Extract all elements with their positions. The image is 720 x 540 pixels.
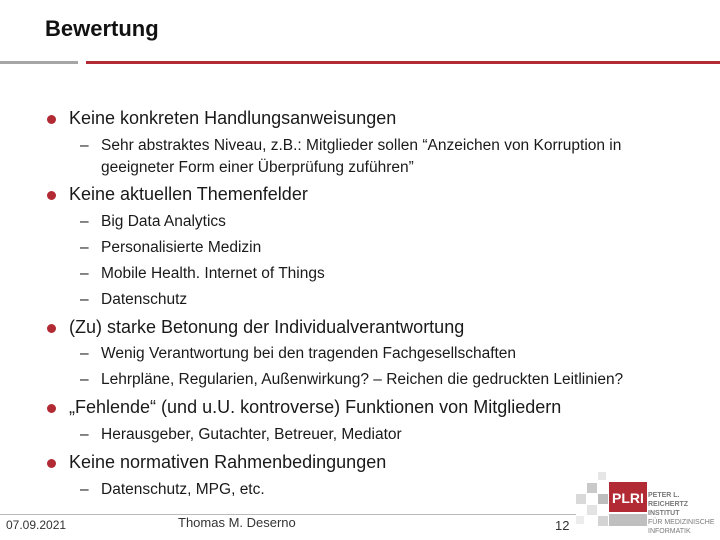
- logo-line-3: FÜR MEDIZINISCHE: [648, 519, 715, 526]
- bullet-text: Keine konkreten Handlungsanweisungen: [69, 108, 397, 128]
- logo-text: [648, 491, 718, 536]
- dash-icon: –: [80, 345, 89, 362]
- bullet-text: (Zu) starke Betonung der Individualverantwortung: [69, 317, 465, 337]
- dash-icon: –: [80, 137, 89, 154]
- footer-author: Thomas M. Deserno: [178, 515, 296, 530]
- sub-bullet-text: Big Data Analytics: [101, 213, 226, 230]
- bullet-dot-icon: [47, 459, 56, 468]
- bullet-dot-icon: [47, 115, 56, 124]
- logo-mark-text: PLRI: [612, 490, 644, 506]
- logo-line-4: INFORMATIK: [648, 528, 691, 535]
- bullet-text: Keine normativen Rahmenbedingungen: [69, 452, 387, 472]
- page-number: 12: [555, 518, 570, 533]
- dash-icon: –: [80, 291, 89, 308]
- sub-bullet-text: Lehrpläne, Regularien, Außenwirkung? – Reichen die gedruckten Leitlinien?: [101, 371, 624, 388]
- sub-bullet-text: Personalisierte Medizin: [101, 239, 262, 256]
- dash-icon: –: [80, 239, 89, 256]
- sub-bullet-text: Herausgeber, Gutachter, Betreuer, Mediator: [101, 426, 402, 443]
- dash-icon: –: [80, 265, 89, 282]
- bullet-text: Keine aktuellen Themenfelder: [69, 184, 308, 204]
- bullet-dot-icon: [47, 191, 56, 200]
- dash-icon: –: [80, 371, 89, 388]
- logo-line-2: REICHERTZ INSTITUT: [648, 501, 689, 517]
- dash-icon: –: [80, 426, 89, 443]
- bullet-dot-icon: [47, 324, 56, 333]
- sub-bullet-text: geeigneter Form einer Überprüfung zuführen”: [101, 159, 414, 176]
- sub-bullet-text: Datenschutz, MPG, etc.: [101, 481, 265, 498]
- sub-bullet-text: Wenig Verantwortung bei den tragenden Fachgesellschaften: [101, 345, 517, 362]
- bullet-dot-icon: [47, 404, 56, 413]
- bullet-text: „Fehlende“ (und u.U. kontroverse) Funktionen von Mitgliedern: [69, 397, 562, 417]
- footer-date: 07.09.2021: [6, 518, 67, 532]
- sub-bullet-text: Mobile Health. Internet of Things: [101, 265, 325, 282]
- sub-bullet-text: Sehr abstraktes Niveau, z.B.: Mitglieder sollen “Anzeichen von Korruption in: [101, 137, 622, 154]
- dash-icon: –: [80, 213, 89, 230]
- dash-icon: –: [80, 481, 89, 498]
- logo-line-1: PETER L.: [648, 492, 680, 499]
- page-title: Bewertung: [45, 16, 159, 41]
- sub-bullet-text: Datenschutz: [101, 291, 188, 308]
